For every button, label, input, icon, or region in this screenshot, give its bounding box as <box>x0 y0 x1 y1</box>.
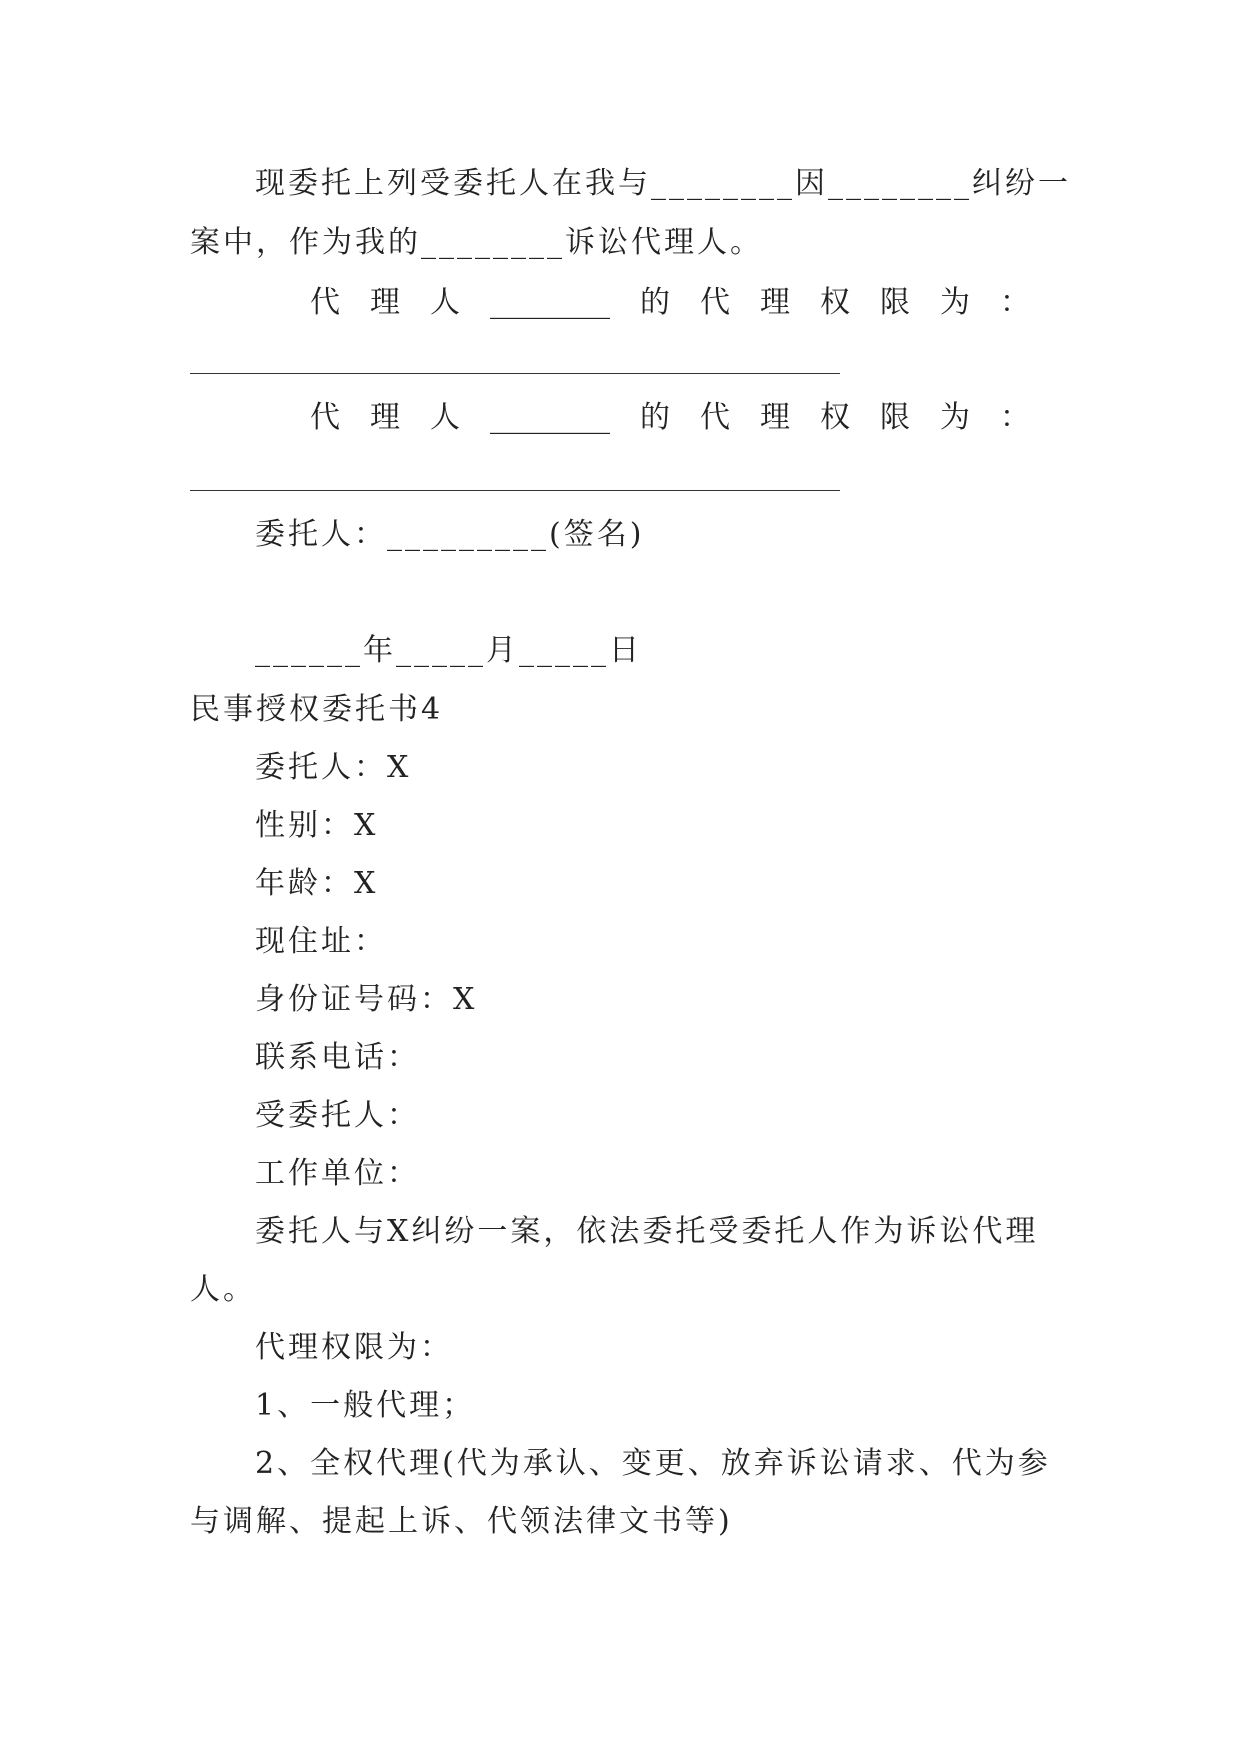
agent-authority-char: 理 <box>760 400 790 435</box>
agent-authority-char: 代 <box>700 400 730 435</box>
agent-authority-char: 理 <box>370 400 400 435</box>
agent-authority-char: 人 <box>430 400 460 435</box>
paragraph-line: 案中，作为我的________诉讼代理人。 <box>190 225 763 260</box>
blank-rule-line <box>190 373 840 374</box>
gender-field: 性别：X <box>255 808 379 843</box>
agent-authority-char: 代 <box>700 285 730 320</box>
agent-name-blank: ________ <box>490 285 610 320</box>
authority-item: 1、一般代理； <box>255 1388 476 1423</box>
section-title: 民事授权委托书4 <box>190 692 444 727</box>
agent-authority-char: 代 <box>310 285 340 320</box>
blank-rule-line <box>190 490 840 491</box>
agent-authority-char: 人 <box>430 285 460 320</box>
agent-authority-line-1 <box>310 283 1030 323</box>
principal-signature-line: 委托人：_________(签名) <box>255 517 645 552</box>
case-paragraph-line: 人。 <box>190 1272 256 1307</box>
agent-authority-char: 的 <box>640 400 670 435</box>
age-field: 年龄：X <box>255 866 379 901</box>
agent-name-blank: ________ <box>490 400 610 435</box>
agent-authority-char: 为 <box>940 285 970 320</box>
agent-authority-char: ： <box>1000 400 1030 435</box>
agent-field: 受委托人： <box>255 1098 420 1133</box>
authority-heading: 代理权限为： <box>255 1330 453 1365</box>
agent-authority-char: 权 <box>820 285 850 320</box>
id-number-field: 身份证号码：X <box>255 982 478 1017</box>
agent-authority-char: ： <box>1000 285 1030 320</box>
date-line: ______年_____月_____日 <box>255 633 642 668</box>
agent-authority-char: 理 <box>370 285 400 320</box>
phone-field: 联系电话： <box>255 1040 420 1075</box>
paragraph-line: 现委托上列受委托人在我与________因________纠纷一 <box>255 166 1071 201</box>
authority-item: 2、全权代理(代为承认、变更、放弃诉讼请求、代为参 <box>255 1446 1051 1481</box>
agent-authority-line-2 <box>310 398 1030 438</box>
authority-item-continuation: 与调解、提起上诉、代领法律文书等) <box>190 1504 733 1539</box>
agent-authority-char: 的 <box>640 285 670 320</box>
principal-field: 委托人：X <box>255 750 412 785</box>
agent-authority-char: 为 <box>940 400 970 435</box>
case-paragraph-line: 委托人与X纠纷一案，依法委托受委托人作为诉讼代理 <box>255 1214 1039 1249</box>
workplace-field: 工作单位： <box>255 1156 420 1191</box>
agent-authority-char: 权 <box>820 400 850 435</box>
agent-authority-char: 限 <box>880 400 910 435</box>
agent-authority-char: 限 <box>880 285 910 320</box>
agent-authority-char: 代 <box>310 400 340 435</box>
address-field: 现住址： <box>255 924 387 959</box>
agent-authority-char: 理 <box>760 285 790 320</box>
